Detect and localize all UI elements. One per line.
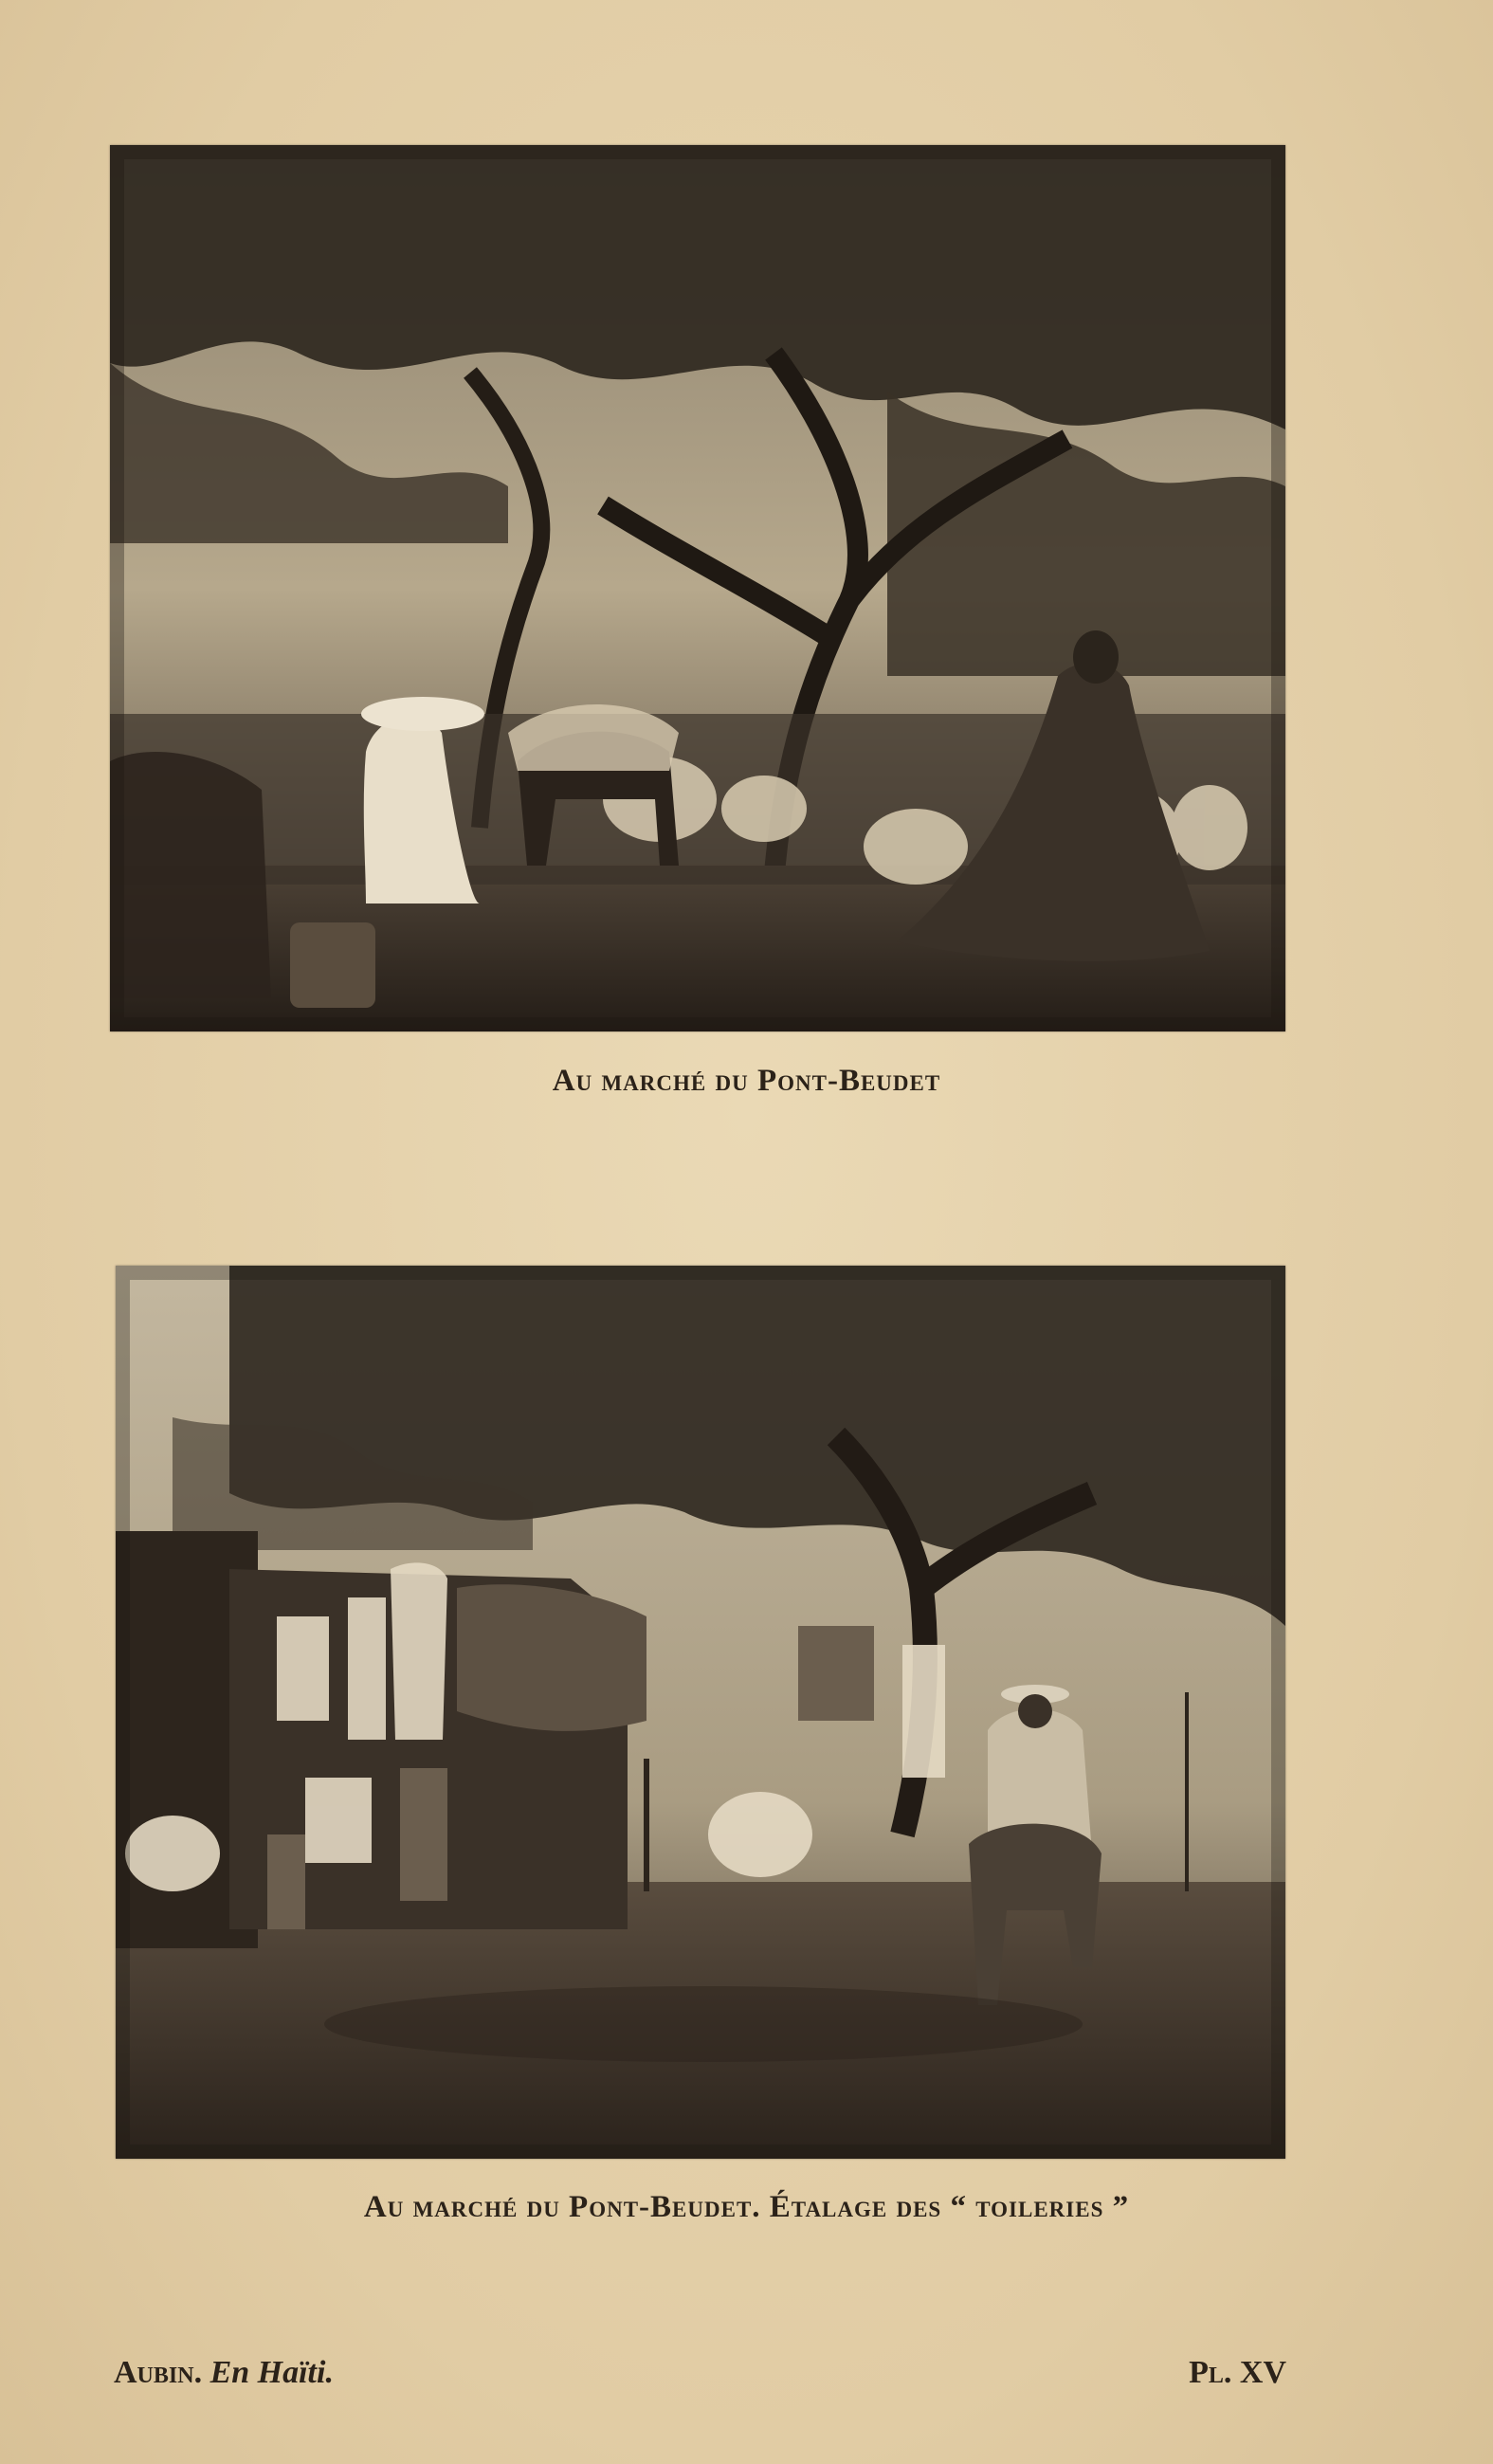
caption-bottom: Au marché du Pont-Beudet. Étalage des “ toileries ” — [363, 2190, 1130, 2224]
plate-number: Pl. XV — [1189, 2355, 1286, 2390]
photo-cloth-stalls — [116, 1266, 1285, 2159]
footer-author: Aubin. — [114, 2355, 203, 2390]
footer-citation — [114, 2355, 334, 2391]
footer-book-title: En Haïti. — [209, 2355, 334, 2390]
photo-market-under-trees — [110, 145, 1285, 1031]
caption-top: Au marché du Pont-Beudet — [552, 1064, 941, 1098]
market-photo-top — [110, 145, 1285, 1031]
market-photo-bottom — [116, 1266, 1285, 2159]
